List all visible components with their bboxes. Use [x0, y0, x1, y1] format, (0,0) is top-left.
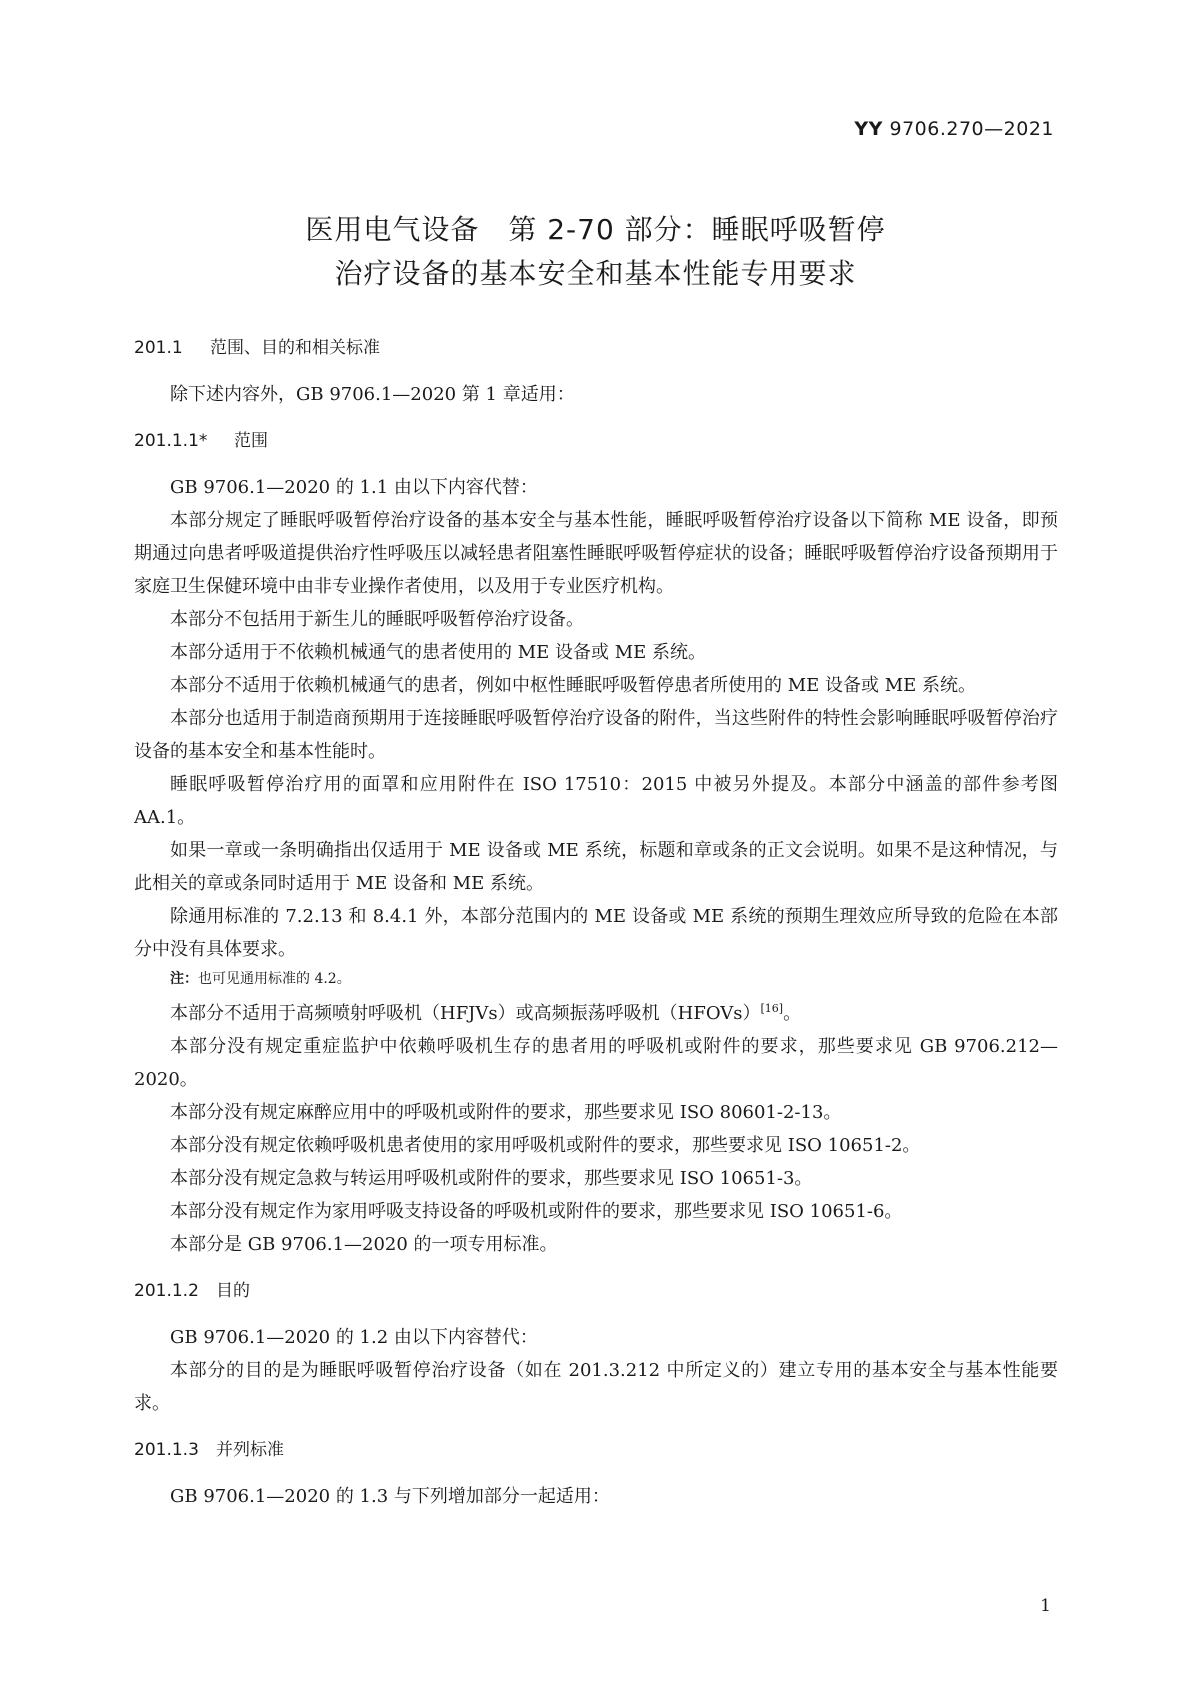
- paragraph: 本部分不包括用于新生儿的睡眠呼吸暂停治疗设备。: [170, 609, 584, 630]
- title-line-2: 治疗设备的基本安全和基本性能专用要求: [334, 257, 857, 290]
- section-heading-201-1-2: [134, 1273, 1058, 1309]
- paragraph-text: 本部分不适用于高频喷射呼吸机（HFJVs）或高频振荡呼吸机（HFOVs）: [170, 1003, 761, 1024]
- section-title: 并列标准: [216, 1440, 284, 1460]
- paragraph: GB 9706.1—2020 的 1.2 由以下内容替代：: [170, 1327, 538, 1348]
- paragraph: 除下述内容外，GB 9706.1—2020 第 1 章适用：: [170, 384, 575, 405]
- paragraph: 除通用标准的 7.2.13 和 8.4.1 外，本部分范围内的 ME 设备或 ME 系统的预期生理效应所导致的危险在本部分中没有具体要求。: [134, 906, 1058, 960]
- paragraph: 如果一章或一条明确指出仅适用于 ME 设备或 ME 系统，标题和章或条的正文会说明。如果不是这种情况，与此相关的章或条同时适用于 ME 设备和 ME 系统。: [134, 840, 1058, 894]
- standard-code: 9706.270—2021: [889, 118, 1054, 140]
- section-heading-201-1: [134, 330, 1058, 366]
- document-title: [0, 208, 1191, 296]
- standard-prefix: YY: [854, 118, 883, 140]
- section-number: 201.1: [134, 338, 183, 358]
- paragraph: [134, 992, 1058, 1030]
- note: [134, 966, 1058, 992]
- paragraph: 本部分没有规定作为家用呼吸支持设备的呼吸机或附件的要求，那些要求见 ISO 10651-6。: [170, 1201, 903, 1222]
- paragraph: 本部分不适用于依赖机械通气的患者，例如中枢性睡眠呼吸暂停患者所使用的 ME 设备或 ME 系统。: [170, 675, 977, 696]
- reference-superscript: [16]: [760, 1002, 784, 1015]
- page-number: 1: [1040, 1596, 1051, 1616]
- paragraph: 本部分没有规定依赖呼吸机患者使用的家用呼吸机或附件的要求，那些要求见 ISO 10651-2。: [170, 1135, 921, 1156]
- paragraph: 本部分没有规定急救与转运用呼吸机或附件的要求，那些要求见 ISO 10651-3。: [170, 1168, 813, 1189]
- section-number: 201.1.2: [134, 1281, 199, 1301]
- paragraph: 本部分没有规定重症监护中依赖呼吸机生存的患者用的呼吸机或附件的要求，那些要求见 GB 9706.212—2020。: [134, 1036, 1058, 1090]
- section-heading-201-1-1: [134, 423, 1058, 459]
- paragraph: 本部分也适用于制造商预期用于连接睡眠呼吸暂停治疗设备的附件，当这些附件的特性会影响睡眠呼吸暂停治疗设备的基本安全和基本性能时。: [134, 708, 1058, 762]
- standard-number: [854, 118, 1054, 140]
- paragraph: GB 9706.1—2020 的 1.3 与下列增加部分一起适用：: [170, 1486, 610, 1507]
- title-line-1: 医用电气设备 第 2-70 部分：睡眠呼吸暂停: [305, 213, 886, 246]
- paragraph-end: 。: [783, 1003, 802, 1024]
- paragraph: 本部分没有规定麻醉应用中的呼吸机或附件的要求，那些要求见 ISO 80601-2-13。: [170, 1102, 842, 1123]
- section-title: 范围: [234, 431, 268, 451]
- section-title: 目的: [216, 1281, 250, 1301]
- paragraph: GB 9706.1—2020 的 1.1 由以下内容代替：: [170, 477, 538, 498]
- section-heading-201-1-3: [134, 1432, 1058, 1468]
- paragraph: 本部分规定了睡眠呼吸暂停治疗设备的基本安全与基本性能，睡眠呼吸暂停治疗设备以下简称 ME 设备，即预期通过向患者呼吸道提供治疗性呼吸压以减轻患者阻塞性睡眠呼吸暂停症状的设备；睡眠呼吸暂停治疗设备预期用于家庭卫生保健环境中由非专业操作者使用，以及用于专业医疗机构。: [134, 510, 1058, 597]
- paragraph: 本部分的目的是为睡眠呼吸暂停治疗设备（如在 201.3.212 中所定义的）建立专用的基本安全与基本性能要求。: [134, 1360, 1058, 1414]
- paragraph: 睡眠呼吸暂停治疗用的面罩和应用附件在 ISO 17510：2015 中被另外提及。本部分中涵盖的部件参考图 AA.1。: [134, 774, 1058, 828]
- section-title: 范围、目的和相关标准: [210, 338, 380, 358]
- document-body: [134, 330, 1058, 1513]
- paragraph: 本部分适用于不依赖机械通气的患者使用的 ME 设备或 ME 系统。: [170, 642, 707, 663]
- note-label: 注：: [170, 971, 198, 987]
- paragraph: 本部分是 GB 9706.1—2020 的一项专用标准。: [170, 1234, 558, 1255]
- section-number: 201.1.3: [134, 1440, 199, 1460]
- section-number: 201.1.1*: [134, 431, 208, 451]
- note-text: 也可见通用标准的 4.2。: [198, 971, 351, 987]
